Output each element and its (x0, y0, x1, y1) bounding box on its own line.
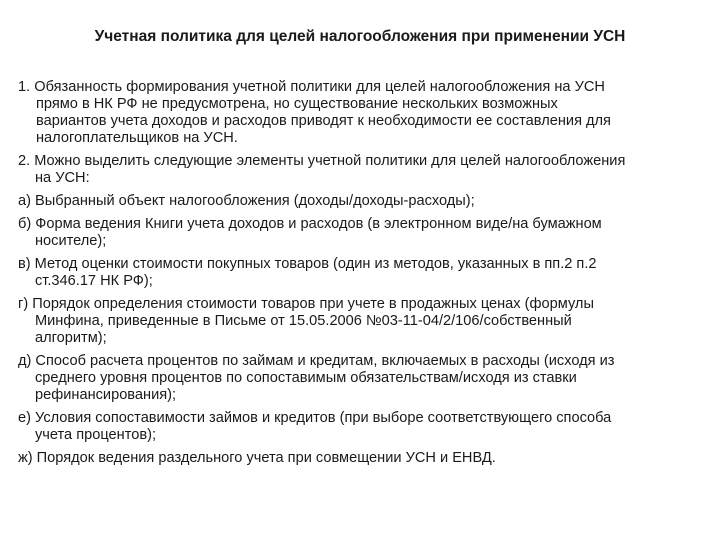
item-line: среднего уровня процентов по сопоставимым обязательствам/исходя из ставки (35, 370, 577, 386)
item-line: носителе); (35, 233, 107, 249)
item-line: в) Метод оценки стоимости покупных товаров (один из методов, указанных в пп.2 п.2 (18, 256, 597, 272)
item-line: вариантов учета доходов и расходов приводят к необходимости ее составления для (36, 113, 611, 129)
item-line: ж) Порядок ведения раздельного учета при совмещении УСН и ЕНВД. (18, 450, 496, 466)
item-line: Минфина, приведенные в Письме от 15.05.2006 №03-11-04/2/106/собственный (35, 313, 572, 329)
item-line: 2. Можно выделить следующие элементы учетной политики для целей налогообложения (18, 153, 626, 169)
item-line: б) Форма ведения Книги учета доходов и расходов (в электронном виде/на бумажном (18, 216, 602, 232)
item-line: прямо в НК РФ не предусмотрена, но существование нескольких возможных (36, 96, 558, 112)
slide-title: Учетная политика для целей налогообложения при применении УСН (94, 28, 626, 45)
item-line: рефинансирования); (35, 387, 177, 403)
list-item (18, 353, 708, 404)
item-line: 1. Обязанность формирования учетной политики для целей налогообложения на УСН (18, 79, 605, 95)
item-line: налогоплательщиков на УСН. (36, 130, 238, 146)
list-item (18, 153, 708, 187)
item-line: ст.346.17 НК РФ); (35, 273, 153, 289)
list-item (18, 256, 708, 290)
item-line: алгоритм); (35, 330, 107, 346)
list-item (18, 296, 708, 347)
item-line: д) Способ расчета процентов по займам и кредитам, включаемых в расходы (исходя из (18, 353, 615, 369)
list-item (18, 410, 708, 444)
item-line: на УСН: (35, 170, 90, 186)
item-line: учета процентов); (35, 427, 157, 443)
item-line: е) Условия сопоставимости займов и кредитов (при выборе соответствующего способа (18, 410, 612, 426)
content-list (18, 79, 708, 473)
list-item (18, 216, 708, 250)
item-line: а) Выбранный объект налогообложения (доходы/доходы-расходы); (18, 193, 475, 209)
list-item (18, 193, 708, 210)
list-item (18, 79, 708, 147)
item-line: г) Порядок определения стоимости товаров при учете в продажных ценах (формулы (18, 296, 594, 312)
list-item (18, 450, 708, 467)
